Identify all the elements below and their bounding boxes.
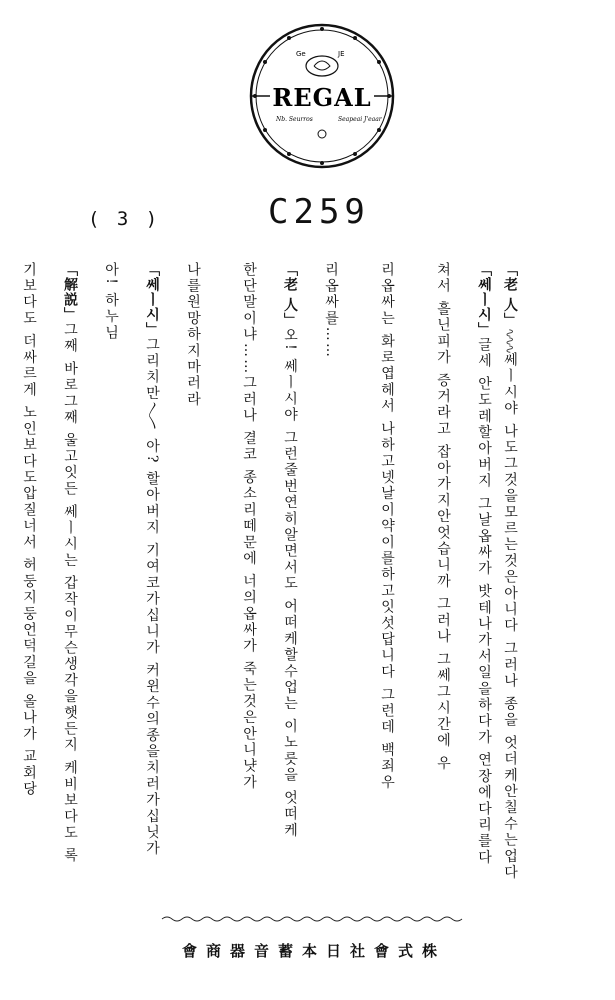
dialogue-text: 리옵싸는 화로엽헤서 나하고넷날이약이를하고잇섯답니다 그런데 백죄우	[379, 262, 395, 791]
script-column	[359, 262, 415, 817]
script-column	[139, 262, 165, 858]
script-column	[221, 262, 277, 817]
label-top-right: JE	[338, 50, 345, 58]
script-column	[83, 262, 139, 817]
publisher-footer: 會商器音蓄本日社會式株	[182, 942, 447, 960]
script-column	[165, 262, 221, 817]
speaker-label: 「解説」	[62, 262, 78, 322]
dialogue-text: 기보다도 더싸르게 노인보다도압질너서 허둥지둥언덕길을 올나가 교회당	[21, 262, 37, 798]
dialogue-text: 그리치만〳〵 아? 할아버지 기여코가십니가 커윈수의종을치러가십닛가	[144, 337, 160, 858]
script-column	[1, 262, 57, 817]
dialogue-text: 나를원망하지마러라	[185, 262, 201, 408]
dialogue-text: 그째 바로그째 울고잇든 쎄ㅣ시는 갑작이무슨생각을햇든지 케비보다도 록	[62, 322, 78, 865]
script-text	[21, 262, 523, 881]
dialogue-text: 쳐서 흘닌피가 증거라고 잡아가지안엇습니까 그러나 그쎄그시간에 우	[435, 262, 451, 772]
script-column	[497, 262, 523, 881]
dialogue-text: 글세 안도레할아버지 그날옵싸가 밧테나가서일을하다가 연장에다리를다	[476, 337, 492, 866]
script-column	[277, 262, 303, 839]
footer-wavy-rule	[162, 915, 462, 923]
regal-label-svg	[248, 22, 396, 170]
label-crest-oval	[306, 56, 338, 76]
label-sub-right: Seapeai J'eaar	[338, 116, 382, 123]
page-number: ( 3 )	[88, 208, 161, 230]
regal-label-logo	[248, 22, 396, 170]
speaker-label: 「쎄ㅣ시」	[476, 262, 492, 337]
script-column	[57, 262, 83, 865]
speaker-label: 「老 人」	[502, 262, 518, 328]
dialogue-text: 쎄ㅣ시야 나도그것을모르는것은아니다 그러나 종을 엇더케안칠수는업다	[502, 352, 518, 881]
speaker-label: 「쎄ㅣ시」	[144, 262, 160, 337]
dialogue-text: 아! 하누님	[103, 262, 119, 342]
script-column	[303, 262, 359, 817]
label-top-left: Ge	[296, 50, 306, 58]
label-crest-icon	[314, 61, 330, 70]
speaker-label: 「老 人」	[282, 262, 298, 328]
wavy-mark: ∿∿∿	[503, 327, 517, 353]
catalog-number: C259	[268, 192, 370, 232]
dialogue-text: 오! 쎄ㅣ시야 그런줄번연히알면서도 어떠케할수업는 이노릇을 엇떠케	[282, 327, 298, 839]
dialogue-text: 리옵싸를……	[323, 262, 339, 360]
script-column	[415, 262, 471, 817]
dialogue-text: 한단말이냐……그러나 결코 종소리떼문에 너의옵싸가 죽는것은안니냣가	[241, 262, 257, 791]
label-sub-left: Nb. Seurros	[276, 116, 313, 123]
label-brand: REGAL	[272, 83, 372, 112]
script-column	[471, 262, 497, 866]
label-spindle-hole	[318, 130, 326, 138]
